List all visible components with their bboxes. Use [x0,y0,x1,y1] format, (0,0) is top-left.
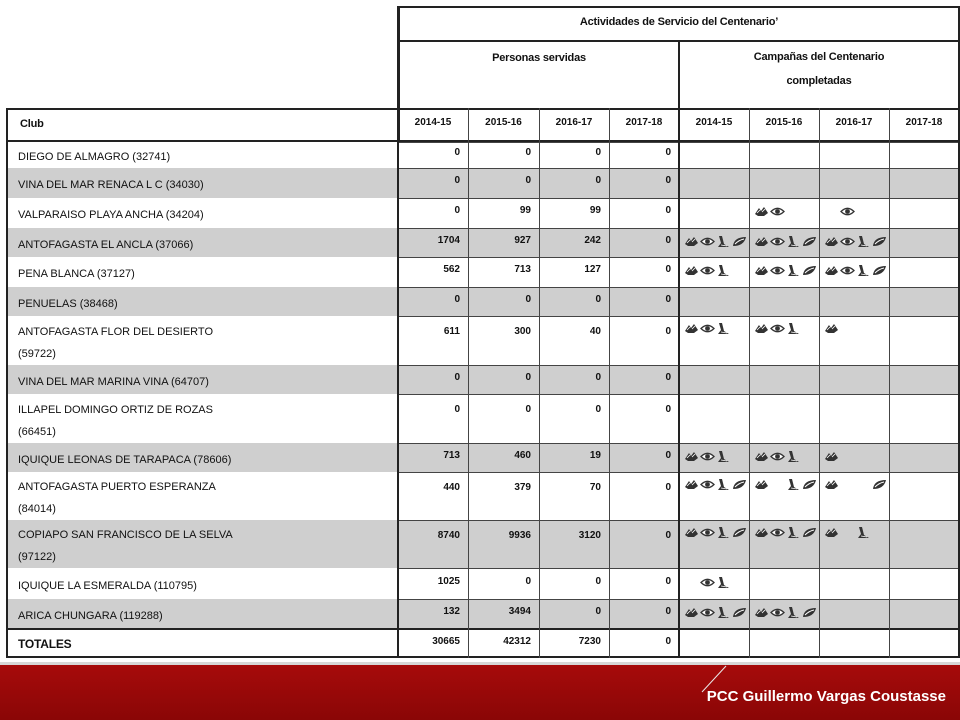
persons-served-value: 99 [519,205,531,216]
persons-served-value: 460 [514,450,531,461]
year-header: 2017-18 [905,117,943,128]
persons-served-value: 3494 [508,606,531,617]
persons-served-value: 0 [525,404,531,415]
club-name: VINA DEL MAR MARINA VINA (64707) [18,375,209,388]
persons-served-value: 0 [665,264,671,275]
leaf-icon [802,606,817,619]
persons-served-value: 0 [454,205,460,216]
persons-served-value: 99 [589,205,601,216]
eye-icon [700,526,715,539]
blank-icon-slot [770,478,785,491]
hands-icon [684,606,699,619]
persons-served-value: 927 [514,235,531,246]
club-name: PENA BLANCA (37127) [18,268,135,280]
table-row [8,142,960,168]
eye-icon [700,322,715,335]
header-persons-box [398,40,680,110]
campaign-icons [754,205,785,218]
totals-label: TOTALES [18,637,72,651]
total-value: 42312 [503,636,531,647]
persons-served-value: 0 [665,482,671,493]
persons-served-value: 242 [584,235,601,246]
hands-icon [684,478,699,491]
hunger-icon [716,478,731,491]
campaign-icons [824,264,887,277]
table-row [8,443,960,472]
total-value: 30665 [432,636,460,647]
club-name: IQUIQUE LEONAS DE TARAPACA (78606) [18,453,232,466]
campaign-icons [684,235,747,248]
year-header: 2015-16 [485,117,522,128]
hands-icon [684,264,699,277]
hunger-icon [786,450,801,463]
table-row [8,472,960,520]
persons-served-value: 0 [595,404,601,415]
persons-served-value: 0 [665,175,671,186]
persons-served-value: 0 [525,175,531,186]
hands-icon [684,235,699,248]
blank-icon-slot [856,478,871,491]
campaign-icons [824,235,887,248]
column-divider [468,108,469,658]
eye-icon [770,264,785,277]
column-divider [397,108,399,658]
club-name: DIEGO DE ALMAGRO (32741) [18,151,171,163]
column-divider [539,108,540,658]
leaf-icon [732,526,747,539]
year-header: 2014-15 [414,117,452,128]
persons-served-value: 713 [514,264,531,275]
persons-served-value: 0 [525,294,531,305]
persons-served-value: 0 [454,294,460,305]
eye-icon [770,606,785,619]
table-row [8,168,960,198]
hands-icon [824,235,839,248]
hands-icon [824,264,839,277]
footer-divider [0,662,960,665]
leaf-icon [802,478,817,491]
hunger-icon [856,235,871,248]
persons-served-value: 0 [525,372,531,383]
persons-served-value: 713 [443,450,460,461]
eye-icon [770,322,785,335]
club-name: COPIAPO SAN FRANCISCO DE LA SELVA (97122) [18,529,233,563]
hands-icon [754,526,769,539]
hunger-icon [786,526,801,539]
persons-served-value: 440 [443,482,460,493]
persons-served-value: 0 [665,450,671,461]
leaf-icon [732,478,747,491]
persons-served-value: 611 [443,326,460,337]
persons-served-value: 0 [595,576,601,587]
persons-served-value: 19 [589,450,601,461]
eye-icon [700,606,715,619]
hunger-icon [856,264,871,277]
hands-icon [754,450,769,463]
hunger-icon [856,526,871,539]
hands-icon [824,450,839,463]
hands-icon [684,322,699,335]
persons-served-value: 0 [595,372,601,383]
column-divider [749,108,750,658]
persons-served-value: 300 [514,326,531,337]
leaf-icon [802,235,817,248]
persons-served-value: 1025 [437,576,460,587]
hunger-icon [786,235,801,248]
year-header: 2016-17 [555,117,593,128]
year-header: 2016-17 [835,117,873,128]
leaf-icon [872,264,887,277]
persons-served-value: 0 [595,294,601,305]
club-name: ILLAPEL DOMINGO ORTIZ DE ROZAS (66451) [18,403,213,438]
hunger-icon [786,264,801,277]
column-divider [819,108,820,658]
blank-icon-slot [840,526,855,539]
persons-served-value: 0 [595,147,601,158]
campaign-icons [684,526,747,539]
eye-icon [700,235,715,248]
hands-icon [754,606,769,619]
hunger-icon [716,526,731,539]
campaign-icons [824,322,839,335]
eye-icon [700,576,715,589]
table-title: Actividades de Servicio del Centenario’ [579,16,779,28]
persons-served-value: 0 [665,372,671,383]
persons-group-title: Personas servidas [492,52,586,64]
hands-icon [754,205,769,218]
hunger-icon [716,264,731,277]
table-row [8,394,960,443]
hands-icon [684,526,699,539]
persons-served-value: 132 [443,606,460,617]
campaign-icons [754,264,817,277]
club-border [397,6,399,108]
persons-served-value: 3120 [578,530,601,541]
table-row [8,520,960,568]
leaf-icon [802,526,817,539]
eye-icon [840,264,855,277]
hunger-icon [716,576,731,589]
hands-icon [824,322,839,335]
campaign-icons [684,450,731,463]
persons-served-value: 70 [589,482,601,493]
club-name: ANTOFAGASTA EL ANCLA (37066) [18,238,194,251]
blank-icon-slot [840,478,855,491]
eye-icon [840,235,855,248]
hunger-icon [786,322,801,335]
hands-icon [754,478,769,491]
persons-served-value: 0 [665,404,671,415]
persons-served-value: 0 [454,404,460,415]
campaigns-group-title-line1: Campañas del Centenario [753,51,885,63]
campaign-icons [754,478,817,491]
campaign-icons [824,526,871,539]
column-divider [678,108,680,658]
hunger-icon [716,450,731,463]
table-row [8,287,960,316]
hands-icon [684,450,699,463]
eye-icon [840,205,855,218]
campaign-icons [684,606,747,619]
club-name: VALPARAISO PLAYA ANCHA (34204) [18,209,204,221]
table-row [8,228,960,257]
hunger-icon [716,606,731,619]
persons-served-value: 0 [454,175,460,186]
persons-served-value: 562 [443,264,460,275]
persons-served-value: 40 [589,326,601,337]
club-name: VINA DEL MAR RENACA L C (34030) [18,179,204,191]
persons-served-value: 9936 [508,530,531,541]
persons-served-value: 0 [665,530,671,541]
persons-served-value: 0 [595,606,601,617]
campaign-icons [684,322,731,335]
hunger-icon [716,235,731,248]
persons-served-value: 0 [525,147,531,158]
club-name: ANTOFAGASTA FLOR DEL DESIERTO (59722) [18,325,213,360]
table-row [8,568,960,599]
leaf-icon [872,235,887,248]
persons-served-value: 127 [584,264,601,275]
persons-served-value: 0 [665,606,671,617]
year-header: 2014-15 [695,117,733,128]
campaign-icons [754,526,817,539]
blank-icon-slot [824,205,839,218]
year-header: 2017-18 [625,117,663,128]
eye-icon [700,264,715,277]
leaf-icon [802,264,817,277]
campaign-icons [754,235,817,248]
club-name: ARICA CHUNGARA (119288) [18,609,163,622]
persons-served-value: 0 [665,576,671,587]
campaign-icons [684,264,731,277]
presenter-name: PCC Guillermo Vargas Coustasse [706,688,946,705]
campaign-icons [754,322,801,335]
column-divider [889,108,890,658]
campaign-icons [824,205,855,218]
campaign-icons [754,450,801,463]
club-name: ANTOFAGASTA PUERTO ESPERANZA (84014) [18,481,216,515]
eye-icon [770,450,785,463]
eye-icon [770,526,785,539]
campaign-icons [684,576,731,589]
hunger-icon [786,478,801,491]
persons-served-value: 1704 [437,235,460,246]
table-row [8,257,960,287]
persons-served-value: 0 [454,147,460,158]
table-row [8,599,960,628]
campaign-icons [684,478,747,491]
persons-served-value: 0 [665,147,671,158]
leaf-icon [732,606,747,619]
campaigns-group-title-line2: completadas [786,75,852,87]
year-header: 2015-16 [765,117,803,128]
persons-served-value: 0 [665,294,671,305]
persons-served-value: 0 [665,205,671,216]
total-value: 7230 [578,636,601,647]
persons-served-value: 0 [525,576,531,587]
persons-served-value: 0 [595,175,601,186]
eye-icon [700,478,715,491]
left-border [6,108,8,658]
eye-icon [770,205,785,218]
hands-icon [754,322,769,335]
leaf-icon [732,235,747,248]
hands-icon [824,478,839,491]
table-row [8,198,960,228]
campaign-icons [824,450,839,463]
table-row [8,316,960,365]
persons-served-value: 0 [665,326,671,337]
hands-icon [754,235,769,248]
club-name: IQUIQUE LA ESMERALDA (110795) [18,579,197,592]
eye-icon [700,450,715,463]
blank-icon-slot [684,576,699,589]
column-divider [609,108,610,658]
persons-served-value: 0 [454,372,460,383]
hands-icon [754,264,769,277]
leaf-icon [872,478,887,491]
eye-icon [770,235,785,248]
persons-served-value: 0 [665,235,671,246]
total-value: 0 [665,636,671,647]
persons-served-value: 8740 [437,530,460,541]
persons-served-value: 379 [514,482,531,493]
hunger-icon [716,322,731,335]
campaign-icons [754,606,817,619]
campaign-icons [824,478,887,491]
table-row [8,365,960,394]
club-name: PENUELAS (38468) [18,297,118,310]
club-column-header: Club [20,118,44,130]
hands-icon [824,526,839,539]
hunger-icon [786,606,801,619]
